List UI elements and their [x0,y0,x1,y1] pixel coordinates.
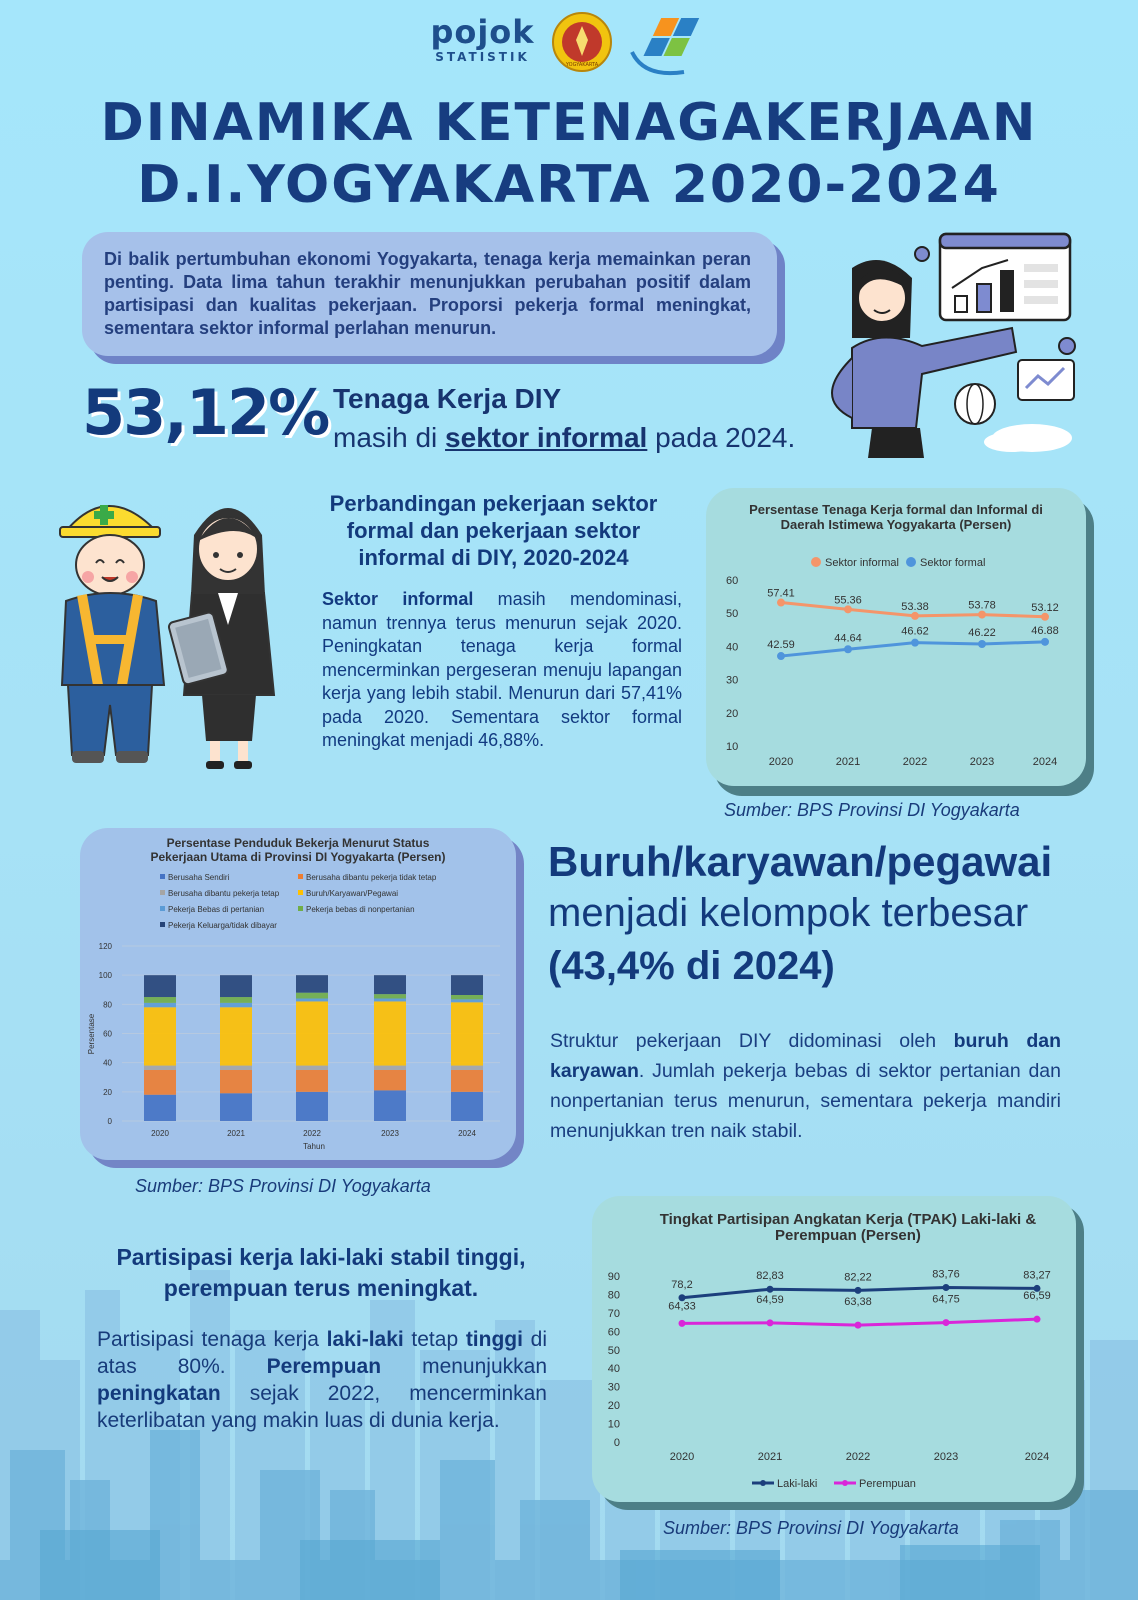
legend-marker [298,874,303,879]
highlight-emphasis: sektor informal [445,422,648,453]
data-point [844,605,852,613]
bar-segment [374,1001,406,1065]
svg-text:YOGYAKARTA: YOGYAKARTA [565,62,599,68]
y-tick-label: 10 [726,741,739,753]
legend-label: Buruh/Karyawan/Pegawai [306,889,399,898]
y-tick-label: 20 [726,707,739,720]
bar-segment [451,1092,483,1121]
legend-label: Laki-laki [777,1478,818,1490]
data-label: 66,59 [1023,1290,1051,1303]
legend-marker-dot [842,1480,848,1486]
data-label: 64,33 [668,1300,696,1313]
legend-label: Sektor formal [920,557,986,569]
y-tick-label: 30 [726,674,739,687]
workers-illustration [52,485,302,785]
data-point [978,640,986,648]
data-label: 55.36 [834,594,862,607]
legend-marker [298,906,303,911]
bar-segment [451,1066,483,1070]
bars-group [144,975,483,1121]
data-point [777,652,785,660]
bar-segment [220,1007,252,1065]
legend-marker-dot [760,1480,766,1486]
legend-marker [160,874,165,879]
chart-title-line-2: Daerah Istimewa Yogyakarta (Persen) [780,517,1012,532]
x-tick-label: 2020 [669,1451,695,1463]
legend-label: Berusaha dibantu pekerja tetap [168,889,280,898]
y-tick-label: 10 [607,1418,620,1431]
legend-label: Pekerja Keluarga/tidak dibayar [168,921,277,930]
series-group [767,588,1059,660]
y-tick-label: 60 [607,1326,620,1339]
data-point [1041,638,1049,646]
highlight-percentage: 53,12% [82,376,329,449]
y-axis [726,575,738,753]
bar-segment [451,999,483,1002]
chart-title-line-1: Tingkat Partisipan Angkatan Kerja (TPAK) Laki-laki & [659,1211,1037,1228]
y-tick-label: 100 [98,971,112,981]
data-point [679,1320,686,1327]
y-tick-label: 0 [613,1437,620,1449]
data-label: 46.88 [1031,624,1059,637]
highlight-line-1: Tenaga Kerja DIY [333,383,562,414]
legend-label: Sektor informal [825,557,899,569]
tpak-section-body: Partisipasi tenaga kerja laki-laki tetap tinggi di atas 80%. Perempuan menunjukkan peningkatan sejak 2022, mencerminkan keterlibatan yang makin luas di dunia kerja. [97,1328,547,1432]
bar-segment [220,1003,252,1007]
data-point [855,1322,862,1329]
logo-word: pojok [430,13,535,51]
bar-segment [296,1070,328,1092]
chart-title-line-1: Persentase Tenaga Kerja formal dan Informal di [749,502,1043,517]
data-point [855,1287,862,1294]
chart-legend [811,557,985,569]
legend-label: Berusaha dibantu pekerja tidak tetap [306,873,437,882]
y-tick-label: 80 [607,1289,620,1302]
y-tick-label: 60 [103,1029,112,1039]
data-label: 53.38 [901,600,929,613]
data-label: 46.22 [968,627,996,640]
data-label: 57.41 [767,587,795,600]
data-label: 63,38 [844,1296,872,1309]
presenter-illustration [812,228,1082,458]
bar-segment [374,1066,406,1070]
x-tick-label: 2022 [303,1129,321,1138]
legend-marker [811,557,821,567]
legend-label: Berusaha Sendiri [168,873,230,882]
status-headline-1: Buruh/karyawan/pegawai [548,838,1053,885]
page-title [0,92,1138,216]
y-tick-label: 70 [607,1307,620,1320]
x-tick-label: 2024 [458,1129,476,1138]
data-label: 78,2 [671,1278,693,1291]
sector-chart-source: Sumber: BPS Provinsi DI Yogyakarta [724,800,1020,820]
y-axis [608,1271,620,1449]
university-seal-logo [552,12,612,72]
y-tick-label: 40 [726,641,739,654]
bar-segment [451,995,483,999]
intro-text: Di balik pertumbuhan ekonomi Yogyakarta, tenaga kerja memainkan peran penting. Data lima tahun terakhir menunjukkan perubahan positif dalam partisipasi dan kualitas pekerjaan. Proporsi pekerja formal meningkat, sementara sektor informal perlahan menurun. [104,249,751,338]
y-tick-label: 0 [107,1117,112,1126]
legend-label: Pekerja Bebas di pertanian [168,905,265,914]
y-tick-label: 120 [98,942,112,951]
title-line-2: D.I.YOGYAKARTA 2020-2024 [137,155,1001,215]
bar-segment [144,1007,176,1065]
bar-segment [144,997,176,1003]
data-label: 82,22 [844,1271,872,1284]
bar-segment [144,975,176,997]
sector-line-chart [706,488,1086,786]
bar-segment [451,1070,483,1092]
y-tick-label: 50 [726,608,739,621]
bar-segment [220,1093,252,1121]
y-tick-label: 60 [726,575,739,587]
bar-segment [374,1090,406,1121]
bar-segment [296,1001,328,1065]
data-point [943,1284,950,1291]
chart-title-line-1: Persentase Penduduk Bekerja Menurut Status [166,836,430,850]
legend-label: Perempuan [859,1478,916,1490]
x-tick-label: 2020 [151,1129,169,1138]
data-label: 64,59 [756,1293,784,1306]
data-label: 64,75 [932,1293,960,1306]
x-tick-label: 2024 [1032,756,1058,768]
data-label: 53.78 [968,599,996,612]
data-point [911,639,919,647]
y-tick-label: 50 [607,1344,620,1357]
sector-section-heading: Perbandingan pekerjaan sektor formal dan pekerjaan sektor informal di DIY, 2020-2024 [329,491,658,570]
y-tick-label: 90 [607,1271,620,1283]
x-tick-label: 2023 [933,1451,959,1463]
legend-marker [160,906,165,911]
y-tick-label: 40 [607,1363,620,1376]
data-point [767,1286,774,1293]
data-point [844,645,852,653]
x-tick-label: 2024 [1024,1451,1050,1463]
x-tick-label: 2021 [835,756,861,768]
bar-segment [220,1066,252,1070]
legend-label: Pekerja bebas di nonpertanian [306,905,415,914]
data-label: 83,27 [1023,1269,1051,1282]
bar-segment [374,1070,406,1090]
x-tick-label: 2022 [902,756,928,768]
x-axis-label: Tahun [303,1142,325,1151]
y-tick-label: 20 [607,1400,620,1413]
bar-segment [220,1070,252,1093]
title-line-1: DINAMIKA KETENAGAKERJAAN [100,93,1038,153]
sector-section-body: Sektor informal masih mendominasi, namun trennya terus menurun sejak 2020. Peningkatan tenaga kerja formal mencerminkan pergeseran menuju lapangan kerja yang lebih stabil. Menurun dari 57,41% pada 2020. Sementara sektor formal meningkat menjadi 46,88%. [322,589,682,750]
status-headline-2: menjadi kelompok terbesar [548,891,1029,935]
data-label: 44.64 [834,632,862,645]
bar-segment [144,1095,176,1121]
chart-title-line-2: Perempuan (Persen) [775,1227,921,1244]
y-axis-label: Persentase [87,1013,96,1055]
x-tick-label: 2021 [227,1129,245,1138]
legend-marker [906,557,916,567]
tpak-line-chart [592,1196,1076,1502]
logo-sub: STATISTIK [435,50,530,64]
legend-marker [298,890,303,895]
bar-segment [220,975,252,997]
tpak-chart-source: Sumber: BPS Provinsi DI Yogyakarta [663,1518,959,1538]
chart-title-line-2: Pekerjaan Utama di Provinsi DI Yogyakarta (Persen) [150,850,446,864]
bar-segment [220,997,252,1003]
status-section-body: Struktur pekerjaan DIY didominasi oleh buruh dan karyawan. Jumlah pekerja bebas di sektor pertanian dan nonpertanian terus menurun, sementara pekerja mandiri menunjukkan tren naik stabil. [550,1030,1061,1142]
y-tick-label: 30 [607,1381,620,1394]
intro-box [82,232,777,356]
bar-segment [374,999,406,1002]
legend-marker [160,890,165,895]
status-stacked-bar-chart [80,828,516,1160]
data-point [1034,1316,1041,1323]
chart-legend [160,873,437,930]
x-axis [769,756,1057,768]
bar-segment [144,1003,176,1007]
y-tick-label: 40 [103,1058,112,1068]
x-tick-label: 2023 [381,1129,399,1138]
bar-segment [374,975,406,994]
bar-segment [296,993,328,999]
bar-segment [296,999,328,1002]
data-label: 46.62 [901,625,929,638]
data-point [911,612,919,620]
data-point [1041,613,1049,621]
status-chart-source: Sumber: BPS Provinsi DI Yogyakarta [135,1176,431,1196]
x-tick-label: 2020 [768,756,794,768]
chart-title [749,502,1043,517]
tpak-section-heading: Partisipasi kerja laki-laki stabil tinggi, perempuan terus meningkat. [116,1244,526,1301]
bar-segment [296,1066,328,1070]
bar-segment [144,1066,176,1070]
status-headline-3: (43,4% di 2024) [548,944,835,988]
x-axis [670,1451,1049,1463]
bar-segment [296,1092,328,1121]
x-tick-label: 2022 [845,1451,871,1463]
y-tick-label: 20 [103,1087,112,1097]
data-label: 42.59 [767,639,795,652]
bar-segment [451,1002,483,1065]
data-point [978,611,986,619]
series-group [668,1269,1051,1329]
data-label: 83,76 [932,1268,960,1281]
data-point [767,1319,774,1326]
pojok-statistik-logo [430,14,535,64]
bar-segment [296,975,328,993]
bar-segment [144,1070,176,1095]
legend-marker [160,922,165,927]
bar-segment [451,975,483,995]
x-tick-label: 2021 [757,1451,783,1463]
bar-segment [374,994,406,998]
y-tick-label: 80 [103,1000,112,1010]
x-tick-label: 2023 [969,756,995,768]
highlight-line-2: masih di sektor informal pada 2024. [333,422,796,453]
data-label: 53.12 [1031,601,1059,614]
data-point [777,599,785,607]
data-point [943,1319,950,1326]
bps-logo [624,12,712,80]
chart-legend [752,1478,916,1490]
data-label: 82,83 [756,1270,784,1283]
